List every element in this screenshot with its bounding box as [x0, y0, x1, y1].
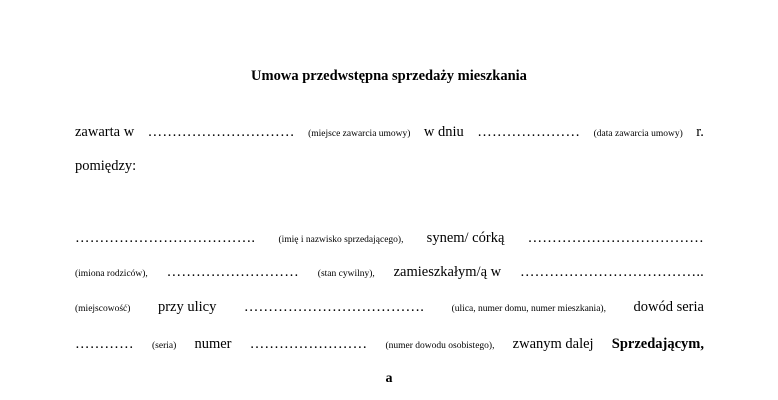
contract-place-date-line: [75, 124, 704, 141]
place-hint: (miejsce zawarcia umowy): [308, 129, 411, 139]
seller-role-label: Sprzedającym,: [611, 336, 704, 352]
between-line: [75, 158, 704, 175]
town-hint: (miejscowość): [75, 304, 131, 314]
text-synem-corka: synem/ córką: [426, 230, 505, 246]
id-number-blank: ……………………: [249, 336, 368, 352]
series-blank: …………: [75, 336, 134, 352]
parents-hint: (imiona rodziców),: [75, 269, 148, 279]
series-hint: (seria): [152, 341, 177, 351]
address-line: [75, 299, 704, 316]
text-zwanym-dalej: zwanym dalej: [512, 336, 594, 352]
text-w-dniu: w dniu: [423, 124, 464, 140]
text-pomiedzy: pomiędzy:: [75, 158, 137, 174]
document-title: Umowa przedwstępna sprzedaży mieszkania: [251, 68, 527, 84]
civil-status-blank: ………………………: [166, 264, 299, 280]
parent-blank: ………………………………: [527, 230, 704, 246]
date-hint: (data zawarcia umowy): [593, 129, 683, 139]
parents-status-line: [75, 264, 704, 281]
town-blank: ………………………………..: [519, 264, 704, 280]
id-number-hint: (numer dowodu osobistego),: [385, 341, 495, 351]
street-hint: (ulica, numer domu, numer mieszkania),: [451, 304, 606, 314]
text-zawarta-w: zawarta w: [75, 124, 135, 140]
place-blank: …………………………: [147, 124, 295, 140]
connector-a: a: [385, 371, 393, 386]
id-document-line: [75, 336, 704, 353]
text-r: r.: [696, 124, 704, 140]
seller-name-blank: ……………………………….: [75, 230, 256, 246]
street-blank: ……………………………….: [243, 299, 425, 315]
seller-name-line: [75, 230, 704, 247]
text-numer: numer: [194, 336, 232, 352]
text-zamieszkalym: zamieszkałym/ą w: [393, 264, 502, 280]
text-dowod-seria: dowód seria: [633, 299, 704, 315]
seller-name-hint: (imię i nazwisko sprzedającego),: [278, 235, 404, 245]
date-blank: …………………: [477, 124, 581, 140]
civil-status-hint: (stan cywilny),: [317, 269, 375, 279]
text-przy-ulicy: przy ulicy: [157, 299, 217, 315]
